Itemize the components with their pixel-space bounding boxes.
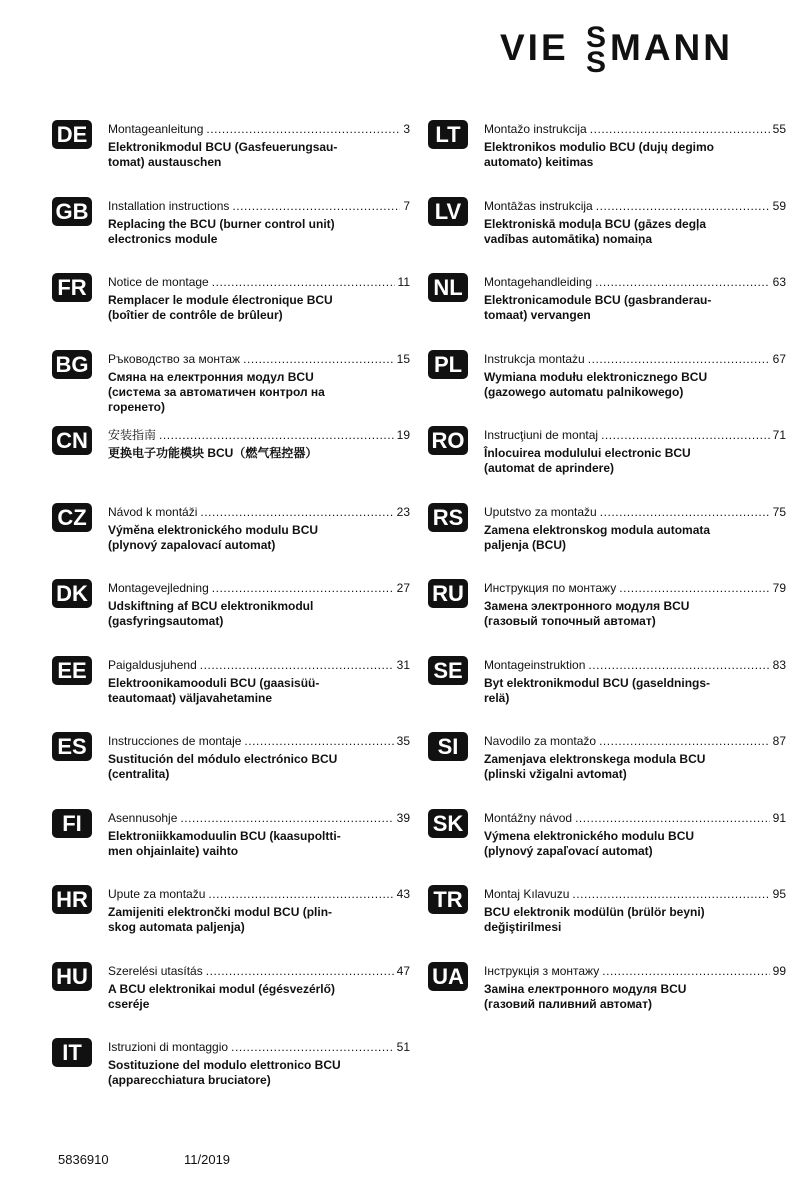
dot-leader	[588, 351, 770, 367]
toc-line	[484, 274, 786, 290]
toc-line	[108, 886, 410, 902]
entry-description: 更换电子功能模块 BCU（燃气程控器）	[108, 446, 318, 460]
language-code-badge: FI	[52, 809, 92, 838]
document-date: 11/2019	[184, 1152, 231, 1167]
language-entry-lt	[428, 120, 788, 197]
entry-description: Înlocuirea modulului electronic BCU (automat de aprindere)	[484, 446, 691, 475]
page-number: 75	[772, 504, 786, 519]
page-number: 79	[772, 581, 786, 595]
entry-description: BCU elektronik modülün (brülör beyni) değiştirilmesi	[484, 905, 705, 934]
toc-line	[484, 810, 786, 826]
entry-description: A BCU elektronikai modul (égésvezérlő) cseréje	[108, 981, 335, 1011]
language-code-badge: UA	[428, 962, 468, 991]
toc-line	[108, 580, 410, 596]
entry-info	[484, 121, 786, 170]
manual-title: Montagevejledning	[108, 581, 209, 595]
toc-line	[108, 1039, 410, 1055]
dot-leader	[602, 963, 769, 979]
toc-line	[108, 504, 410, 520]
entry-description: Zamijeniti elektrončki modul BCU (plin- skog automata paljenja)	[108, 905, 333, 934]
language-column-left	[52, 120, 412, 1115]
entry-info	[484, 657, 786, 706]
manual-title: Instrucciones de montaje	[108, 734, 242, 748]
language-code-badge: FR	[52, 273, 92, 302]
page-number: 55	[772, 122, 786, 136]
language-code-badge: HR	[52, 885, 92, 914]
manual-title: Upute za montažu	[108, 887, 206, 901]
entry-info	[484, 963, 786, 1012]
manual-title: Szerelési utasítás	[108, 963, 203, 978]
entry-description: Wymiana modułu elektronicznego BCU (gazowego automatu palnikowego)	[484, 369, 708, 399]
toc-line	[484, 351, 786, 367]
entry-info	[484, 580, 786, 629]
language-entry-de	[52, 120, 412, 197]
page-number: 63	[772, 275, 786, 289]
language-code-badge: RS	[428, 503, 468, 532]
manual-title: Montážny návod	[484, 810, 573, 825]
toc-line	[484, 733, 786, 749]
brand-text-vie: VIE	[500, 27, 569, 68]
language-code-badge: EE	[52, 656, 92, 685]
language-entry-sk	[428, 809, 788, 886]
page-number: 27	[396, 581, 410, 595]
entry-info	[108, 274, 410, 323]
language-code-badge: HU	[52, 962, 92, 991]
manual-title: Инструкция по монтажу	[484, 581, 617, 595]
page-number: 83	[772, 657, 786, 672]
dot-leader	[572, 886, 769, 902]
entry-info	[108, 657, 410, 706]
entry-info	[108, 963, 410, 1012]
page-number: 31	[396, 657, 410, 672]
dot-leader	[200, 657, 394, 673]
language-entry-rs	[428, 503, 788, 580]
language-entry-dk	[52, 579, 412, 656]
entry-info	[108, 198, 410, 247]
manual-title: Montāžas instrukcija	[484, 198, 593, 213]
dot-leader	[206, 121, 400, 137]
language-entry-se	[428, 656, 788, 733]
entry-info	[108, 351, 410, 415]
language-entry-hu	[52, 962, 412, 1039]
dot-leader	[206, 963, 394, 979]
entry-info	[108, 810, 410, 859]
page-number: 67	[772, 351, 786, 366]
entry-info	[484, 504, 786, 553]
page-number: 47	[396, 963, 410, 978]
language-code-badge: GB	[52, 197, 92, 226]
dot-leader	[232, 198, 400, 214]
page-number: 51	[396, 1040, 410, 1054]
toc-line	[484, 886, 786, 902]
page-number: 43	[396, 887, 410, 901]
language-code-badge: CZ	[52, 503, 92, 532]
manual-title: Instrukcja montażu	[484, 351, 585, 366]
language-code-badge: SI	[428, 732, 468, 761]
language-entry-ee	[52, 656, 412, 733]
language-code-badge: TR	[428, 885, 468, 914]
manual-title: Navodilo za montažo	[484, 734, 597, 748]
language-entry-it	[52, 1038, 412, 1115]
language-entry-cz	[52, 503, 412, 580]
toc-line	[484, 504, 786, 520]
toc-line	[108, 198, 410, 214]
entry-description: Заміна електронного модуля BCU (газовий паливний автомат)	[484, 981, 687, 1011]
dot-leader	[588, 657, 769, 673]
language-code-badge: DE	[52, 120, 92, 149]
entry-description: Sostituzione del modulo elettronico BCU (apparecchiatura bruciatore)	[108, 1058, 341, 1087]
language-column-right	[428, 120, 788, 1038]
language-entry-ro	[428, 426, 788, 503]
entry-description: Zamenjava elektronskega modula BCU (plinski vžigalni avtomat)	[484, 752, 706, 781]
dot-leader	[599, 733, 770, 749]
toc-line	[108, 963, 410, 979]
toc-line	[108, 351, 410, 367]
language-code-badge: SK	[428, 809, 468, 838]
dot-leader	[159, 427, 394, 443]
entry-description: Sustitución del módulo electrónico BCU (centralita)	[108, 752, 338, 781]
language-entry-pl	[428, 350, 788, 427]
entry-description: Смяна на електронния модул BCU (система за автоматичен контрол на горенето)	[108, 369, 325, 414]
language-code-badge: LT	[428, 120, 468, 149]
language-entry-ua	[428, 962, 788, 1039]
page-number: 19	[396, 428, 410, 442]
entry-description: Elektronikos modulio BCU (dujų degimo automato) keitimas	[484, 140, 715, 169]
dot-leader	[212, 580, 394, 596]
entry-description: Remplacer le module électronique BCU (boîtier de contrôle de brûleur)	[108, 293, 333, 322]
language-entry-es	[52, 732, 412, 809]
manual-title: Montažo instrukcija	[484, 122, 587, 136]
language-code-badge: IT	[52, 1038, 92, 1067]
manual-title: Montageanleitung	[108, 122, 204, 136]
dot-leader	[180, 810, 393, 826]
toc-line	[108, 427, 410, 443]
language-entry-ru	[428, 579, 788, 656]
entry-info	[484, 198, 786, 247]
page-number: 15	[396, 351, 410, 366]
dot-leader	[619, 580, 769, 596]
dot-leader	[200, 504, 393, 520]
page-number: 11	[397, 275, 410, 289]
language-entry-nl	[428, 273, 788, 350]
language-entry-si	[428, 732, 788, 809]
page-number: 99	[772, 963, 786, 978]
svg-text:S: S	[586, 46, 607, 74]
manual-title: Installation instructions	[108, 198, 230, 213]
manual-title: 安装指南	[108, 428, 157, 442]
language-code-badge: PL	[428, 350, 468, 379]
dot-leader	[596, 198, 770, 214]
entry-info	[108, 580, 410, 629]
page-number: 91	[772, 810, 786, 825]
toc-line	[484, 963, 786, 979]
entry-description: Замена электронного модуля BCU (газовый топочный автомат)	[484, 599, 690, 628]
entry-description: Elektroniikkamoduulin BCU (kaasupoltti- men ohjainlaite) vaihto	[108, 828, 341, 858]
brand-name: VIESSMANN	[500, 16, 506, 17]
toc-line	[484, 427, 786, 443]
page-number: 87	[772, 734, 786, 748]
entry-description: Výměna elektronického modulu BCU (plynový zapalovací automat)	[108, 522, 319, 552]
page-number: 59	[772, 198, 786, 213]
dot-leader	[595, 274, 770, 290]
entry-info	[484, 427, 786, 476]
toc-line	[484, 580, 786, 596]
manual-title: Uputstvo za montažu	[484, 504, 597, 519]
entry-info	[484, 351, 786, 400]
page-number: 39	[396, 810, 410, 825]
entry-description: Elektronikmodul BCU (Gasfeuerungsau- tomat) austauschen	[108, 140, 338, 169]
toc-line	[484, 657, 786, 673]
toc-line	[108, 657, 410, 673]
manual-title: Montaj Kılavuzu	[484, 887, 570, 901]
svg-text:S: S	[586, 21, 607, 54]
manual-title: Paigaldusjuhend	[108, 657, 197, 672]
manual-title: Ръководство за монтаж	[108, 351, 241, 366]
entry-info	[484, 886, 786, 935]
manual-title: Návod k montáži	[108, 504, 198, 519]
page-number: 35	[396, 734, 410, 748]
toc-line	[108, 810, 410, 826]
manual-title: Montageinstruktion	[484, 657, 586, 672]
toc-line	[108, 121, 410, 137]
entry-description: Zamena elektronskog modula automata paljenja (BCU)	[484, 522, 711, 552]
language-entry-fr	[52, 273, 412, 350]
entry-info	[108, 504, 410, 553]
toc-line	[484, 121, 786, 137]
language-entry-cn	[52, 426, 412, 503]
dot-leader	[212, 274, 395, 290]
language-entry-tr	[428, 885, 788, 962]
dot-leader	[601, 427, 770, 443]
entry-info	[108, 1039, 410, 1088]
page-number: 7	[403, 198, 410, 213]
entry-info	[108, 733, 410, 782]
entry-info	[484, 733, 786, 782]
double-s-mark	[586, 21, 606, 74]
toc-line	[108, 733, 410, 749]
manual-title: Montagehandleiding	[484, 275, 593, 289]
manual-title: Istruzioni di montaggio	[108, 1040, 229, 1054]
entry-description: Elektroonikamooduli BCU (gaasisüü- teautomaat) väljavahetamine	[108, 675, 320, 705]
language-code-badge: LV	[428, 197, 468, 226]
language-entry-hr	[52, 885, 412, 962]
dot-leader	[600, 504, 770, 520]
language-code-badge: BG	[52, 350, 92, 379]
language-entry-fi	[52, 809, 412, 886]
entry-description: Elektroniskā moduļa BCU (gāzes degļa vadības automātika) nomaiņa	[484, 216, 707, 246]
entry-description: Byt elektronikmodul BCU (gaseldnings- relä)	[484, 675, 711, 705]
entry-info	[484, 810, 786, 859]
document-number: 5836910	[58, 1152, 109, 1167]
manual-title: Інструкція з монтажу	[484, 963, 600, 978]
entry-description: Udskiftning af BCU elektronikmodul (gasfyringsautomat)	[108, 599, 314, 628]
entry-description: Elektronicamodule BCU (gasbranderau- tomaat) vervangen	[484, 293, 712, 322]
entry-description: Výmena elektronického modulu BCU (plynový zapaľovací automat)	[484, 828, 695, 858]
dot-leader	[575, 810, 770, 826]
language-code-badge: NL	[428, 273, 468, 302]
manual-title: Notice de montage	[108, 275, 209, 289]
language-entry-lv	[428, 197, 788, 274]
language-code-badge: DK	[52, 579, 92, 608]
entry-info	[108, 121, 410, 170]
manual-title: Instrucţiuni de montaj	[484, 428, 599, 442]
entry-info	[108, 427, 410, 461]
dot-leader	[590, 121, 770, 137]
language-code-badge: RU	[428, 579, 468, 608]
viessmann-logo	[500, 16, 760, 74]
entry-info	[484, 274, 786, 323]
toc-line	[484, 198, 786, 214]
dot-leader	[243, 351, 394, 367]
entry-description: Replacing the BCU (burner control unit) electronics module	[108, 216, 335, 246]
language-code-badge: CN	[52, 426, 92, 455]
dot-leader	[231, 1039, 394, 1055]
dot-leader	[208, 886, 393, 902]
page-number: 23	[396, 504, 410, 519]
language-entry-gb	[52, 197, 412, 274]
brand-text-mann: MANN	[610, 27, 733, 68]
entry-info	[108, 886, 410, 935]
toc-line	[108, 274, 410, 290]
page-number: 95	[772, 887, 786, 901]
dot-leader	[244, 733, 393, 749]
language-code-badge: SE	[428, 656, 468, 685]
language-code-badge: RO	[428, 426, 468, 455]
page-number: 71	[772, 428, 786, 442]
page-number: 3	[403, 122, 410, 136]
language-entry-bg	[52, 350, 412, 427]
manual-title: Asennusohje	[108, 810, 178, 825]
language-code-badge: ES	[52, 732, 92, 761]
